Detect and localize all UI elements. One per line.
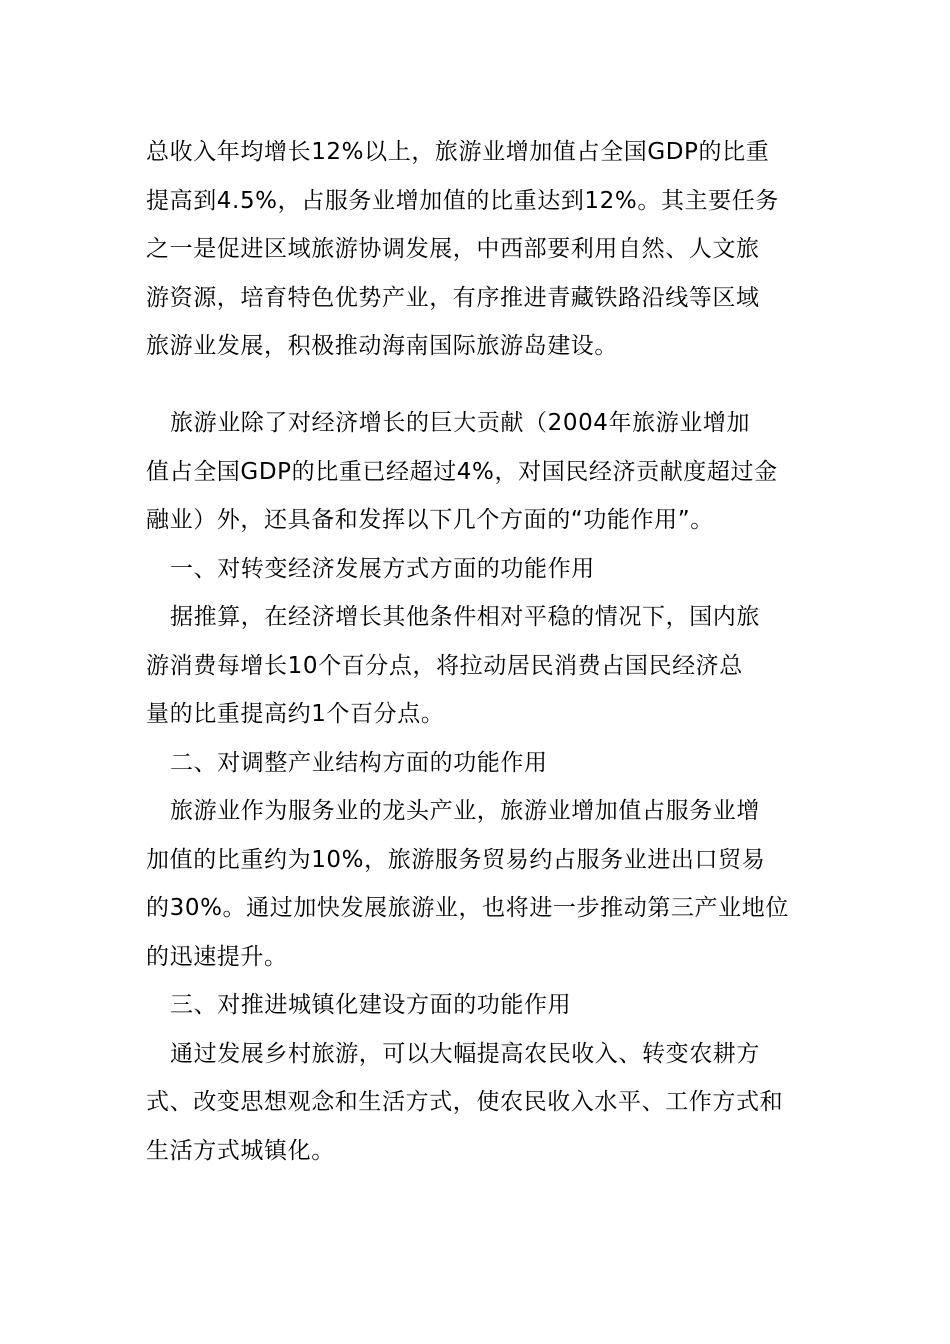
text-line: 旅游业作为服务业的龙头产业，旅游业增加值占服务业增 [170,798,760,824]
text-line: 旅游业发展，积极推动海南国际旅游岛建设。 [146,333,618,359]
text-line: 融业）外，还具备和发挥以下几个方面的“功能作用”。 [146,507,714,533]
text-line: 游资源，培育特色优势产业，有序推进青藏铁路沿线等区域 [146,284,760,311]
paragraph-tourism-targets [146,128,816,371]
document-body [146,399,816,1175]
text-line: 加值的比重约为10%，旅游服务贸易约占服务业进出口贸易 [146,846,766,873]
section-heading-1: 一、对转变经济发展方式方面的功能作用 [170,555,595,582]
text-line: 总收入年均增长12%以上，旅游业增加值占全国GDP的比重 [146,139,770,165]
text-line: 值占全国GDP的比重已经超过4%，对国民经济贡献度超过金 [146,458,778,485]
section-heading-2: 二、对调整产业结构方面的功能作用 [170,749,548,776]
section-heading-3: 三、对推进城镇化建设方面的功能作用 [170,992,572,1018]
text-line: 的30%。通过加快发展旅游业，也将进一步推动第三产业地位 [146,895,789,921]
text-line: 式、改变思想观念和生活方式，使农民收入水平、工作方式和 [146,1089,784,1115]
text-line: 据推算，在经济增长其他条件相对平稳的情况下，国内旅 [170,604,760,630]
text-line: 之一是促进区域旅游协调发展，中西部要利用自然、人文旅 [146,236,760,262]
text-line: 通过发展乡村旅游，可以大幅提高农民收入、转变农耕方 [170,1040,760,1067]
text-line: 游消费每增长10个百分点，将拉动居民消费占国民经济总 [146,652,743,679]
text-line: 提高到4.5%，占服务业增加值的比重达到12%。其主要任务 [146,187,779,214]
text-line: 旅游业除了对经济增长的巨大贡献（2004年旅游业增加 [170,410,751,436]
text-line: 量的比重提高约1个百分点。 [146,701,445,727]
text-line: 的迅速提升。 [146,943,288,970]
text-line: 生活方式城镇化。 [146,1137,335,1164]
